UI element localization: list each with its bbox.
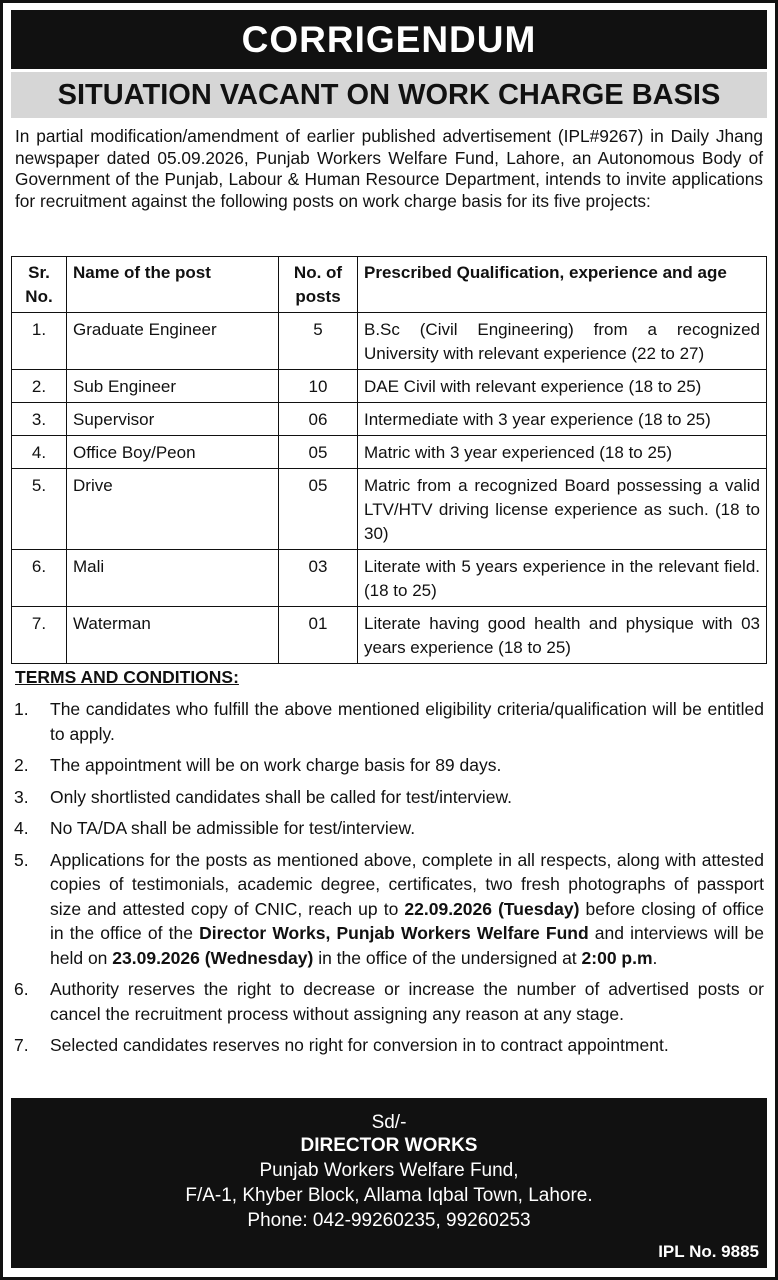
term-text-segment: before closing of office in the office of the bbox=[50, 898, 764, 943]
term-item bbox=[14, 753, 764, 778]
office-address: F/A-1, Khyber Block, Allama Iqbal Town, Lahore. bbox=[185, 1185, 593, 1206]
cell-qualification: Matric with 3 year experienced (18 to 25) bbox=[358, 436, 767, 469]
cell-no-of-posts: 10 bbox=[279, 370, 358, 403]
table-row bbox=[12, 469, 767, 550]
cell-sr-no: 2. bbox=[12, 370, 67, 403]
posts-table bbox=[11, 256, 767, 664]
cell-no-of-posts: 05 bbox=[279, 469, 358, 550]
cell-qualification: DAE Civil with relevant experience (18 to 25) bbox=[358, 370, 767, 403]
term-number: 6. bbox=[14, 979, 29, 999]
term-text-segment: . bbox=[652, 947, 658, 968]
cell-sr-no: 6. bbox=[12, 550, 67, 607]
cell-no-of-posts: 01 bbox=[279, 607, 358, 664]
term-number: 4. bbox=[14, 818, 29, 838]
table-header-row bbox=[12, 257, 767, 313]
cell-sr-no: 3. bbox=[12, 403, 67, 436]
term-text: Selected candidates reserves no right for conversion in to contract appointment. bbox=[50, 1035, 669, 1055]
cell-qualification: Literate having good health and physique with 03 years experience (18 to 25) bbox=[358, 607, 767, 664]
signature-sd: Sd/- bbox=[371, 1112, 407, 1133]
term-text-segment: and interviews will be held on bbox=[50, 923, 764, 968]
cell-post-name: Office Boy/Peon bbox=[67, 436, 279, 469]
term-text: The candidates who fulfill the above mentioned eligibility criteria/qualification will be entitled to apply. bbox=[50, 699, 764, 744]
term-item bbox=[14, 697, 764, 746]
table-row bbox=[12, 370, 767, 403]
cell-qualification: Intermediate with 3 year experience (18 to 25) bbox=[358, 403, 767, 436]
cell-post-name: Drive bbox=[67, 469, 279, 550]
cell-qualification: Matric from a recognized Board possessing a valid LTV/HTV driving license experience as such. (18 to 30) bbox=[358, 469, 767, 550]
terms-list bbox=[14, 697, 764, 1065]
term-text-bold: 23.09.2026 (Wednesday) bbox=[112, 947, 314, 968]
term-text-bold: 2:00 p.m bbox=[581, 947, 653, 968]
table-row bbox=[12, 607, 767, 664]
ipl-number: IPL No. 9885 bbox=[658, 1242, 759, 1261]
organization-name: Punjab Workers Welfare Fund, bbox=[259, 1160, 519, 1181]
term-text: The appointment will be on work charge basis for 89 days. bbox=[50, 755, 502, 775]
table-row bbox=[12, 313, 767, 370]
table-row bbox=[12, 550, 767, 607]
term-item bbox=[14, 848, 764, 971]
cell-no-of-posts: 03 bbox=[279, 550, 358, 607]
term-text: Authority reserves the right to decrease or increase the number of advertised posts or cancel the recruitment process without assigning any reason at any stage. bbox=[50, 979, 764, 1024]
term-item bbox=[14, 1033, 764, 1058]
terms-heading: TERMS AND CONDITIONS: bbox=[15, 667, 239, 687]
cell-sr-no: 5. bbox=[12, 469, 67, 550]
term-text-bold: 22.09.2026 (Tuesday) bbox=[404, 898, 580, 919]
term-number: 2. bbox=[14, 755, 29, 775]
cell-no-of-posts: 5 bbox=[279, 313, 358, 370]
cell-post-name: Mali bbox=[67, 550, 279, 607]
term-number: 5. bbox=[14, 849, 29, 870]
table-row bbox=[12, 403, 767, 436]
header-post-name: Name of the post bbox=[67, 257, 279, 313]
header-sr-no: Sr. No. bbox=[12, 257, 67, 313]
term-number: 7. bbox=[14, 1035, 29, 1055]
term-text-bold: Director Works, Punjab Workers Welfare Fund bbox=[199, 923, 589, 943]
table-row bbox=[12, 436, 767, 469]
signatory-designation: DIRECTOR WORKS bbox=[300, 1135, 478, 1156]
notice-subtitle: SITUATION VACANT ON WORK CHARGE BASIS bbox=[11, 72, 767, 118]
cell-no-of-posts: 06 bbox=[279, 403, 358, 436]
cell-post-name: Waterman bbox=[67, 607, 279, 664]
term-text-segment: Applications for the posts as mentioned above, complete in all respects, along with attested copies of testimonials, academic degree, certificates, two fresh photographs of passport size and attested copy of CNIC, reach up to bbox=[50, 849, 764, 919]
term-item bbox=[14, 977, 764, 1026]
term-text: Only shortlisted candidates shall be called for test/interview. bbox=[50, 786, 513, 807]
term-text bbox=[50, 848, 764, 971]
cell-qualification: B.Sc (Civil Engineering) from a recognized University with relevant experience (22 to 27) bbox=[358, 313, 767, 370]
cell-sr-no: 1. bbox=[12, 313, 67, 370]
term-number: 3. bbox=[14, 786, 29, 807]
intro-paragraph: In partial modification/amendment of earlier published advertisement (IPL#9267) in Daily Jhang newspaper dated 05.09.2026, Punjab Workers Welfare Fund, Lahore, an Autonomous Body of Government of the Punjab, Labour & Human Resource Department, intends to invite applications for recruitment against the following posts on work charge basis for its five projects: bbox=[15, 126, 763, 211]
phone-numbers: Phone: 042-99260235, 99260253 bbox=[247, 1210, 531, 1231]
header-no-of-posts: No. of posts bbox=[279, 257, 358, 313]
cell-post-name: Supervisor bbox=[67, 403, 279, 436]
term-item bbox=[14, 816, 764, 841]
signature-block bbox=[11, 1098, 767, 1268]
term-item bbox=[14, 785, 764, 810]
cell-post-name: Graduate Engineer bbox=[67, 313, 279, 370]
posts-table-body bbox=[12, 313, 767, 664]
cell-qualification: Literate with 5 years experience in the relevant field. (18 to 25) bbox=[358, 550, 767, 607]
term-text-segment: in the office of the undersigned at bbox=[313, 947, 582, 968]
cell-no-of-posts: 05 bbox=[279, 436, 358, 469]
corrigendum-title: CORRIGENDUM bbox=[11, 10, 767, 69]
term-text: No TA/DA shall be admissible for test/interview. bbox=[50, 818, 416, 838]
header-qualification: Prescribed Qualification, experience and age bbox=[358, 257, 767, 313]
cell-post-name: Sub Engineer bbox=[67, 370, 279, 403]
cell-sr-no: 7. bbox=[12, 607, 67, 664]
term-number: 1. bbox=[14, 699, 29, 719]
cell-sr-no: 4. bbox=[12, 436, 67, 469]
